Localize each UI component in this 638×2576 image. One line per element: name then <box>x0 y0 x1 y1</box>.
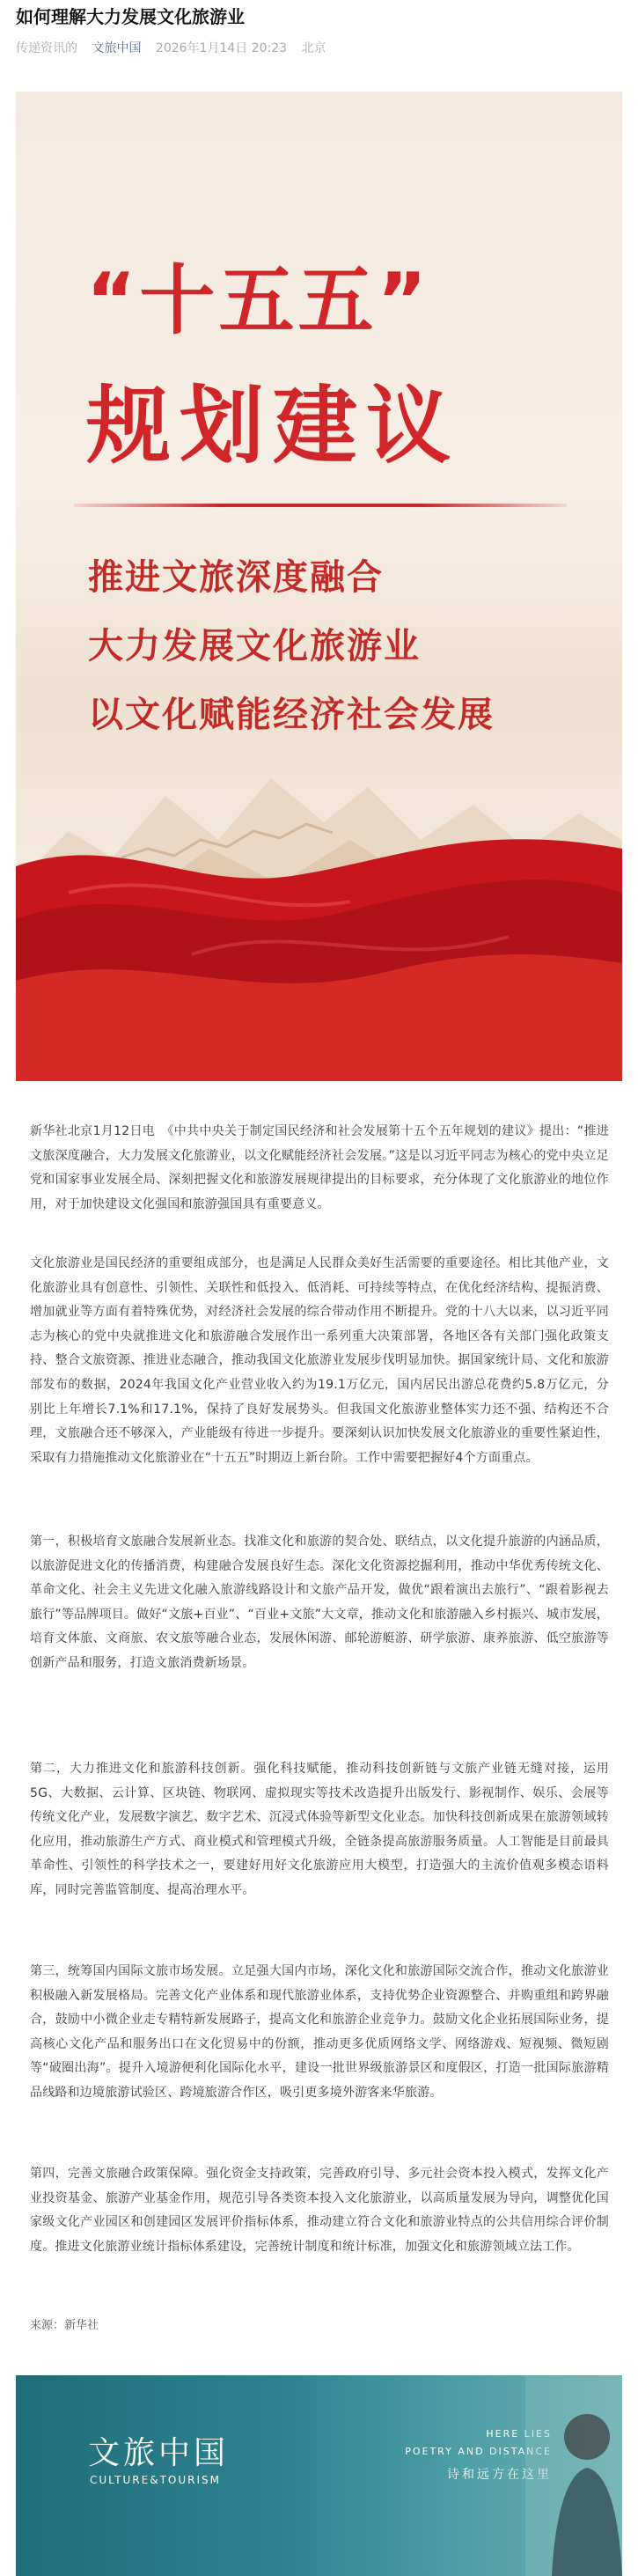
paragraph-point-2: 第二，大力推进文化和旅游科技创新。强化科技赋能，推动科技创新链与文旅产业链无缝对接，运用5G、大数据、云计算、区块链、物联网、虚拟现实等技术改造提升出版发行、影视制作、娱乐、会展等传统文化产业，发展数字演艺、数字艺术、沉浸式体验等新型文化业态。加快科技创新成果在旅游领域转化应用，推动旅游生产方式、商业模式和管理模式升级，全链条提高旅游服务质量。人工智能是目前最具革命性、引领性的科学技术之一，要建好用好文化旅游应用大模型，打造强大的主流价值观多模态语料库，同时完善监管制度、提高治理水平。 <box>30 1762 609 1897</box>
article-title: 如何理解大力发展文化旅游业 <box>16 6 245 27</box>
banner-tagline-1: HERE LIES <box>486 2428 552 2440</box>
red-flag-illustration <box>16 813 622 1081</box>
paragraph-overview: 文化旅游业是国民经济的重要组成部分，也是满足人民群众美好生活需要的重要途径。相比其他产业，文化旅游业具有创意性、引领性、关联性和低投入、低消耗、可持续等特点，在优化经济结构、提振消费、增加就业等方面有着特殊优势，对经济社会发展的综合带动作用不断提升。党的十八大以来，以习近平同志为核心的党中央就推进文化和旅游融合发展作出一系列重大决策部署，各地区各有关部门强化政策支持、整合文旅资源、推进业态融合，推动我国文化旅游业发展步伐明显加快。据国家统计局、文化和旅游部发布的数据，2024年我国文化产业营业收入约为19.1万亿元，国内居民出游总花费约5.8万亿元，分别比上年增长7.1%和17.1%，保持了良好发展势头。但我国文化旅游业整体实力还不强、结构还不合理，文旅融合还不够深入，产业能级有待进一步提升。要深刻认识加快发展文化旅游业的重要性紧迫性，采取有力措施推动文化旅游业在“十五五”时期迈上新台阶。工作中需要把握好4个方面重点。 <box>30 1256 609 1465</box>
article-author: 传递资讯的 <box>16 41 77 55</box>
brand-banner <box>16 2375 622 2576</box>
banner-title: 文旅中国 <box>88 2435 230 2471</box>
banner-tagline-2: POETRY AND DISTANCE <box>405 2446 552 2457</box>
publish-location: 北京 <box>301 41 326 55</box>
publish-datetime: 2026年1月14日 20:23 <box>155 41 288 55</box>
poster-image <box>16 92 622 1106</box>
paragraph-point-3: 第三，统筹国内国际文旅市场发展。立足强大国内市场，深化文化和旅游国际交流合作，推动文化旅游业积极融入新发展格局。完善文化产业体系和现代旅游业体系，支持优势企业资源整合、并购重组和跨界融合，鼓励中小微企业走专精特新发展路子，提高文化和旅游企业竞争力。鼓励文化企业拓展国际业务，提高核心文化产品和服务出口在文化贸易中的份额，推动更多优质网络文学、网络游戏、短视频、微短剧等“破圈出海”。提升入境游便利化国际化水平，建设一批世界级旅游景区和度假区，打造一批国际旅游精品线路和边境旅游试验区、跨境旅游合作区，吸引更多境外游客来华旅游。 <box>30 1964 609 2100</box>
article-meta <box>16 39 337 56</box>
account-name-link[interactable]: 文旅中国 <box>92 41 142 55</box>
banner-subtitle: CULTURE&TOURISM <box>90 2474 221 2486</box>
poster-culture-text: CULTURE & TOURISM <box>215 1088 423 1106</box>
banner-figure-illustration <box>525 2375 622 2576</box>
poster-headline-line2: 规划建议 <box>86 377 459 475</box>
poster-divider <box>74 504 567 507</box>
paragraph-intro: 新华社北京1月12日电 《中共中央关于制定国民经济和社会发展第十五个五年规划的建议》提出：“推进文旅深度融合，大力发展文化旅游业，以文化赋能经济社会发展。”这是以习近平同志为核心的党中央立足党和国家事业发展全局、深刻把握文化和旅游发展规律提出的目标要求，充分体现了文化旅游业的地位作用，对于加快建设文化强国和旅游强国具有重要意义。 <box>30 1124 609 1211</box>
paragraph-point-4: 第四，完善文旅融合政策保障。强化资金支持政策，完善政府引导、多元社会资本投入模式，发挥文化产业投资基金、旅游产业基金作用，规范引导各类资本投入文化旅游业，以高质量发展为导向，调整优化国家级文化产业园区和创建园区发展评价指标体系，推动建立符合文化和旅游业特点的公共信用综合评价制度。推进文化旅游业统计指标体系建设，完善统计制度和统计标准，加强文化和旅游领域立法工作。 <box>30 2167 609 2254</box>
poster-subtitle-2: 大力发展文化旅游业 <box>88 625 421 666</box>
article-source: 来源：新华社 <box>30 2319 99 2332</box>
paragraph-point-1: 第一，积极培育文旅融合发展新业态。找准文化和旅游的契合处、联结点，以文化提升旅游的内涵品质，以旅游促进文化的传播消费，构建融合发展良好生态。深化文化资源挖掘利用，推动中华优秀传统文化、革命文化、社会主义先进文化融入旅游线路设计和文旅产品开发，做优“跟着演出去旅行”、“跟着影视去旅行”等品牌项目。做好“文旅+百业”、“百业+文旅”大文章，推动文化和旅游融入乡村振兴、城市发展，培育文体旅、文商旅、农文旅等融合业态，发展休闲游、邮轮游艇游、研学旅游、康养旅游、低空旅游等创新产品和服务，打造文旅消费新场景。 <box>30 1535 609 1670</box>
poster-subtitle-3: 以文化赋能经济社会发展 <box>88 694 495 735</box>
poster-headline-line1: “十五五” <box>86 257 431 345</box>
poster-subtitle-1: 推进文旅深度融合 <box>88 556 384 598</box>
banner-tagline-3: 诗和远方在这里 <box>447 2468 552 2482</box>
